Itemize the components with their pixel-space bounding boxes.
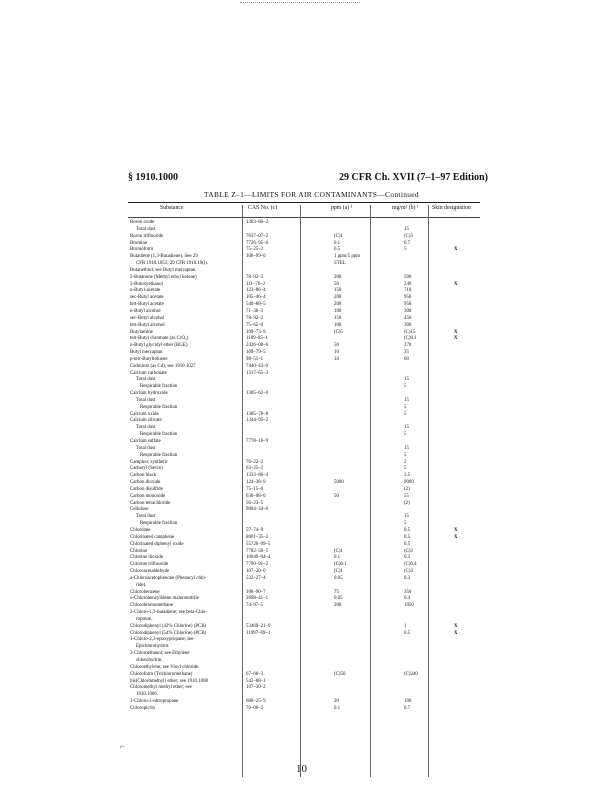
mg-cell: 710 — [404, 288, 412, 294]
skin-cell: X — [454, 247, 458, 253]
mg-cell: 300 — [404, 308, 412, 314]
mg-cell: 15 — [404, 377, 409, 383]
mg-cell: (2) — [404, 486, 410, 492]
ppm-cell: 200 — [334, 302, 342, 308]
mg-cell: 60 — [404, 356, 409, 362]
table-row — [128, 446, 488, 453]
mg-cell: 5 — [404, 411, 407, 417]
table-row — [128, 336, 488, 343]
substance-cell: Chloromethyl methyl ether; see — [130, 685, 192, 691]
table-row — [128, 507, 488, 514]
substance-cell: a-Chloroacetophenone (Phenacyl chlo- — [130, 575, 207, 581]
substance-cell: 1-Chloro-2,3-epoxypropane; see — [130, 637, 194, 643]
cas-cell: 111–76–2 — [246, 281, 266, 287]
mg-cell: 950 — [404, 295, 412, 301]
cas-cell: 1317–65–3 — [246, 370, 269, 376]
table-row — [128, 460, 488, 467]
ppm-cell: 200 — [334, 603, 342, 609]
table-row — [128, 494, 488, 501]
substance-cell: Chlordane — [130, 527, 151, 533]
cas-cell: 78–92–2 — [246, 315, 264, 321]
mg-cell: 15 — [404, 445, 409, 451]
table-row — [128, 227, 488, 234]
mg-cell: 5 — [404, 521, 407, 527]
cas-cell: 55720–99–5 — [246, 541, 271, 547]
cas-cell: 78–93–3 — [246, 274, 264, 280]
cas-cell: 107–30–2 — [246, 685, 266, 691]
mg-cell: (C)0.4 — [404, 562, 417, 568]
table-row — [128, 357, 488, 364]
table-row — [128, 371, 488, 378]
cas-cell: 630–08–0 — [246, 493, 266, 499]
substance-cell: Camphor, synthetic — [130, 459, 169, 465]
substance-cell: Chlorinated camphene — [130, 534, 175, 540]
table-row — [128, 603, 488, 610]
ppm-cell: 0.1 — [334, 705, 341, 711]
substance-cell: Boron trifluoride — [130, 233, 164, 239]
skin-cell: X — [454, 527, 458, 533]
table-row — [128, 569, 488, 576]
cas-cell: 76–06–2 — [246, 705, 264, 711]
substance-cell: Calcium sulfate — [130, 439, 161, 444]
cas-cell: 75–15–0 — [246, 486, 264, 492]
col-header-skin: Skin designation — [432, 205, 471, 211]
col-header-ppm: ppm (a) ¹ — [331, 205, 353, 211]
substance-cell: CFR 1910.1051; 29 CFR 1910.19(l). — [136, 261, 209, 267]
table-row — [128, 268, 488, 275]
cas-cell: 71–36–3 — [246, 308, 264, 314]
substance-cell: Chlorodiphenyl (42% Chlorine) (PCB) — [130, 623, 207, 629]
substance-cell: Chloroacetaldehyde — [130, 569, 170, 575]
substance-cell: Chlorine — [130, 548, 148, 554]
mg-cell: 5 — [404, 404, 407, 410]
substance-cell: Cadmium (as Cd); see 1910.1027 — [130, 363, 196, 369]
substance-cell: tert-Butyl acetate — [130, 302, 164, 308]
mg-cell: 0.5 — [404, 630, 411, 636]
cas-cell: 540–88–5 — [246, 302, 266, 308]
substance-cell: Chlorine dioxide — [130, 555, 164, 561]
substance-cell: Calcium carbonate — [130, 370, 167, 376]
skin-cell: X — [454, 329, 458, 335]
substance-cell: Chlorobenzene — [130, 589, 160, 595]
substance-cell: Respirable fraction — [140, 432, 178, 438]
ppm-cell: 10 — [334, 350, 339, 356]
cas-cell: 2698–41–1 — [246, 596, 269, 602]
substance-cell: Chlorinated diphenyl oxide — [130, 541, 184, 547]
table-row — [128, 692, 488, 699]
table-row — [128, 501, 488, 508]
ppm-cell: 100 — [334, 308, 342, 314]
substance-cell: Butylamine — [130, 329, 153, 335]
ppm-cell: 200 — [334, 295, 342, 301]
substance-cell: Bromoform — [130, 247, 154, 253]
cas-cell: 1189–85–1 — [246, 336, 268, 342]
table-row — [128, 275, 488, 282]
mg-cell: 300 — [404, 322, 412, 328]
substance-cell: Chloroethylene; see Vinyl chloride. — [130, 664, 200, 670]
substance-cell: 2-Chloroethanol; see Ethylene — [130, 651, 190, 657]
col-header-mg: mg/m³ (b) ¹ — [392, 205, 419, 211]
cas-cell: 8001–35–2 — [246, 534, 269, 540]
ppm-cell: (C)50 — [334, 671, 346, 677]
table-row — [128, 631, 488, 638]
table-row — [128, 241, 488, 248]
cas-cell: 105–46–4 — [246, 295, 266, 301]
table-row — [128, 617, 488, 624]
table-row — [128, 295, 488, 302]
ppm-cell: 150 — [334, 288, 342, 294]
table-top-rule — [128, 202, 480, 203]
table-row — [128, 316, 488, 323]
ppm-cell: (C)0.1 — [334, 562, 347, 568]
substance-cell: Butanethiol; see Butyl mercaptan. — [130, 267, 197, 273]
substance-cell: Boron oxide — [130, 220, 155, 225]
table-row — [128, 384, 488, 391]
substance-cell: roprene. — [136, 616, 153, 622]
substance-cell: 2-Chloro-1,3-butadiene; see beta-Chlo- — [130, 610, 208, 616]
cas-cell: 2426–08–6 — [246, 343, 269, 349]
mg-cell: 450 — [404, 315, 412, 321]
cas-cell: 124–38–9 — [246, 480, 266, 486]
table-row — [128, 398, 488, 405]
table-row — [128, 418, 488, 425]
substance-cell: bis(Chloromethyl) ether; see 1910.1008 — [130, 678, 208, 684]
cas-cell: 75–25–2 — [246, 247, 264, 253]
table-body — [128, 220, 488, 713]
table-row — [128, 220, 488, 227]
table-row — [128, 282, 488, 289]
table-row — [128, 658, 488, 665]
substance-cell: p-tert-Butyltoluene — [130, 356, 168, 362]
cas-cell: 57–74–9 — [246, 527, 264, 533]
mg-cell: 5 — [404, 432, 407, 438]
table-row — [128, 473, 488, 480]
substance-cell: Total dust — [136, 397, 156, 403]
mg-cell: 1 — [404, 623, 407, 629]
cas-cell: 56–23–5 — [246, 500, 264, 506]
ppm-cell: (C)1 — [334, 569, 343, 575]
table-row — [128, 330, 488, 337]
table-row — [128, 309, 488, 316]
substance-cell: chlorohydrin. — [136, 658, 163, 663]
mg-cell: 270 — [404, 343, 412, 349]
table-row — [128, 480, 488, 487]
substance-cell: 1-Chloro-1-nitropropane — [130, 699, 179, 705]
ppm-cell: 0.1 — [334, 240, 341, 246]
substance-cell: Chloropicrin — [130, 705, 155, 711]
cas-cell: 53469–21–9 — [246, 623, 271, 629]
table-row — [128, 685, 488, 692]
mg-cell: 350 — [404, 589, 412, 595]
substance-cell: Cellulose — [130, 507, 149, 513]
mg-cell: (C)3 — [404, 233, 413, 239]
cas-cell: 75–65–0 — [246, 322, 264, 328]
substance-cell: sec-Butyl acetate — [130, 295, 164, 301]
ppm-cell: 5000 — [334, 480, 344, 486]
ppm-cell: 50 — [334, 343, 339, 349]
mg-cell: 0.5 — [404, 534, 411, 540]
mg-cell: 5 — [404, 452, 407, 458]
cas-cell: 98–51–1 — [246, 356, 264, 362]
table-row — [128, 364, 488, 371]
table-row — [128, 699, 488, 706]
mg-cell: 5 — [404, 247, 407, 253]
table-row — [128, 323, 488, 330]
ppm-cell: 0.1 — [334, 555, 341, 561]
substance-cell: Respirable fraction — [140, 521, 178, 527]
mg-cell: 0.7 — [404, 705, 411, 711]
cas-cell: 107–20–0 — [246, 569, 266, 575]
skin-cell: X — [454, 281, 458, 287]
section-number: § 1910.1000 — [128, 172, 178, 183]
skin-cell: X — [454, 630, 458, 636]
cas-cell: 7726–95–6 — [246, 240, 269, 246]
cas-cell: 63–25–2 — [246, 466, 264, 472]
ppm-cell: (C)5 — [334, 329, 343, 335]
substance-cell: ride). — [136, 582, 147, 588]
table-row — [128, 665, 488, 672]
cas-cell: 7637–07–2 — [246, 233, 269, 239]
ppm-cell: 150 — [334, 315, 342, 321]
cas-cell: 1305–62–0 — [246, 391, 269, 397]
mg-cell: 15 — [404, 425, 409, 431]
substance-cell: Total dust — [136, 445, 156, 451]
substance-cell: Calcium silicate — [130, 418, 162, 424]
table-row — [128, 562, 488, 569]
substance-cell: Total dust — [136, 514, 156, 520]
margin-mark: ⌐ — [120, 741, 126, 751]
cas-cell: 106–99–0 — [246, 254, 266, 260]
substance-cell: Calcium oxide — [130, 411, 159, 417]
table-row — [128, 343, 488, 350]
cas-cell: 7440–43–9 — [246, 363, 269, 369]
substance-cell: 1910.1006. — [136, 692, 159, 698]
page-number: 10 — [296, 763, 307, 775]
skin-cell: X — [454, 623, 458, 629]
mg-cell: 3.5 — [404, 473, 411, 479]
table-row — [128, 596, 488, 603]
table-row — [128, 453, 488, 460]
substance-cell: Carbon dioxide — [130, 480, 161, 486]
mg-cell: (C)15 — [404, 329, 416, 335]
skin-cell: X — [454, 534, 458, 540]
table-row — [128, 542, 488, 549]
table-row — [128, 624, 488, 631]
cas-cell: 1303–86–2 — [246, 220, 269, 225]
cas-cell: 9004–34–6 — [246, 507, 269, 513]
table-row — [128, 555, 488, 562]
cas-cell: 108–90–7 — [246, 589, 266, 595]
cas-cell: 74–97–5 — [246, 603, 264, 609]
ppm-cell: 50 — [334, 493, 339, 499]
substance-cell: Calcium hydroxide — [130, 391, 168, 397]
cas-cell: 1305–78–8 — [246, 411, 269, 417]
ppm-cell: 1 ppm/5 ppm — [334, 254, 361, 260]
substance-cell: Butadiene (1,3-Butadiene); See 29 — [130, 254, 198, 260]
table-row — [128, 583, 488, 590]
substance-cell: Carbon tetrachloride — [130, 500, 171, 506]
skin-cell: X — [454, 336, 458, 342]
cas-cell: 76–22–2 — [246, 459, 264, 465]
substance-cell: Chloroform (Trichloromethane) — [130, 671, 193, 677]
ppm-cell: 10 — [334, 356, 339, 362]
ppm-cell: 75 — [334, 589, 339, 595]
cas-cell: 109–73–9 — [246, 329, 266, 335]
substance-cell: 2-Butoxyethanol — [130, 281, 163, 287]
table-row — [128, 234, 488, 241]
table-caption: TABLE Z–1—LIMITS FOR AIR CONTAMINANTS—Continued — [204, 190, 419, 199]
mg-cell: 35 — [404, 350, 409, 356]
substance-cell: Butyl mercaptan — [130, 350, 163, 356]
cas-cell: 7790–91–2 — [246, 562, 269, 568]
col-header-substance: Substance — [160, 205, 184, 211]
table-row — [128, 377, 488, 384]
ppm-cell: 0.05 — [334, 575, 343, 581]
substance-cell: Carbon monoxide — [130, 493, 166, 499]
table-row — [128, 405, 488, 412]
mg-cell: 9000 — [404, 480, 414, 486]
ppm-cell: 0.05 — [334, 596, 343, 602]
mg-cell: 0.7 — [404, 240, 411, 246]
mg-cell: 0.3 — [404, 555, 411, 561]
table-row — [128, 466, 488, 473]
substance-cell: Bromine — [130, 240, 148, 246]
table-row — [128, 391, 488, 398]
ppm-cell: (C)1 — [334, 548, 343, 554]
table-row — [128, 412, 488, 419]
cas-cell: 600–25–9 — [246, 699, 266, 705]
cfr-edition: 29 CFR Ch. XVII (7–1–97 Edition) — [339, 172, 488, 183]
cas-cell: 67–66–3 — [246, 671, 264, 677]
table-row — [128, 549, 488, 556]
table-row — [128, 610, 488, 617]
mg-cell: (C)3 — [404, 548, 413, 554]
ppm-cell: 100 — [334, 322, 342, 328]
mg-cell: 15 — [404, 514, 409, 520]
mg-cell: 0.5 — [404, 541, 411, 547]
ppm-cell: STEL — [334, 261, 346, 267]
ppm-cell: 0.5 — [334, 247, 341, 253]
table-row — [128, 576, 488, 583]
table-row — [128, 644, 488, 651]
cas-cell: 11097–69–1 — [246, 630, 271, 636]
substance-cell: Total dust — [136, 377, 156, 383]
substance-cell: sec-Butyl alcohol — [130, 315, 165, 321]
mg-cell: 0.4 — [404, 596, 411, 602]
cas-cell: 7782–50–5 — [246, 548, 269, 554]
mg-cell: 240 — [404, 281, 412, 287]
ppm-cell: 200 — [334, 274, 342, 280]
mg-cell: 1050 — [404, 603, 414, 609]
mg-cell: 590 — [404, 274, 412, 280]
table-row — [128, 261, 488, 268]
table-row — [128, 247, 488, 254]
mg-cell: (2) — [404, 500, 410, 506]
cas-cell: 123–86–4 — [246, 288, 266, 294]
mg-cell: 950 — [404, 302, 412, 308]
table-row — [128, 521, 488, 528]
table-row — [128, 637, 488, 644]
table-row — [128, 679, 488, 686]
table-row — [128, 288, 488, 295]
cas-cell: 532–27–4 — [246, 575, 266, 581]
mg-cell: 5 — [404, 384, 407, 390]
substance-cell: o-Chlorobenzylidene malononitrile — [130, 596, 199, 602]
substance-cell: Respirable fraction — [140, 384, 178, 390]
substance-cell: Respirable fraction — [140, 404, 178, 410]
substance-cell: Epichlorohydrin. — [136, 644, 170, 650]
table-row — [128, 487, 488, 494]
mg-cell: 0.5 — [404, 527, 411, 533]
table-row — [128, 514, 488, 521]
substance-cell: tert-Butyl alcohol — [130, 322, 165, 328]
substance-cell: n-Butyl alcohol — [130, 308, 161, 314]
table-row — [128, 590, 488, 597]
table-row — [128, 302, 488, 309]
mg-cell: 0.3 — [404, 575, 411, 581]
cas-cell: 10049–04–4 — [246, 555, 271, 561]
table-row — [128, 651, 488, 658]
substance-cell: n-Butyl glycidyl ether (BGE) — [130, 343, 188, 349]
substance-cell: Respirable fraction — [140, 452, 178, 458]
substance-cell: Chlorobromomethane — [130, 603, 173, 609]
substance-cell: Chlorine trifluoride — [130, 562, 169, 568]
substance-cell: n-Butyl-acetate — [130, 288, 161, 294]
table-row — [128, 350, 488, 357]
substance-cell: 2-Butanone (Methyl ethyl ketone) — [130, 274, 197, 280]
table-row — [128, 535, 488, 542]
substance-cell: Total dust — [136, 226, 156, 232]
ppm-cell: 20 — [334, 699, 339, 705]
col-header-cas: CAS No. (c) — [248, 205, 278, 211]
mg-cell: 2 — [404, 459, 407, 465]
cas-cell: 1333–86–4 — [246, 473, 269, 479]
mg-cell: 5 — [404, 466, 407, 472]
mg-cell: 15 — [404, 226, 409, 232]
cas-cell: 1344–95–2 — [246, 418, 269, 424]
mg-cell: 15 — [404, 397, 409, 403]
table-row — [128, 672, 488, 679]
ppm-cell: (C)1 — [334, 233, 343, 239]
table-row — [128, 528, 488, 535]
mg-cell: (C)0.1 — [404, 336, 417, 342]
mg-cell: 100 — [404, 699, 412, 705]
substance-cell: Chlorodiphenyl (54% Chlorine) (PCB) — [130, 630, 207, 636]
table-row — [128, 254, 488, 261]
substance-cell: Carbon black — [130, 473, 157, 479]
scan-artifact-line — [240, 2, 360, 3]
substance-cell: Total dust — [136, 425, 156, 431]
substance-cell: Carbaryl (Sevin) — [130, 466, 163, 472]
table-row — [128, 706, 488, 713]
cas-cell: 7778–18–9 — [246, 439, 269, 444]
table-row — [128, 425, 488, 432]
substance-cell: Carbon disulfide — [130, 486, 163, 492]
table-row — [128, 439, 488, 446]
cas-cell: 109–79–5 — [246, 350, 266, 356]
ppm-cell: 50 — [334, 281, 339, 287]
table-row — [128, 432, 488, 439]
cas-cell: 542–88–1 — [246, 678, 266, 684]
mg-cell: (C)240 — [404, 671, 418, 677]
substance-cell: tert-Butyl chromate (as CrO₃) — [130, 336, 189, 342]
mg-cell: (C)3 — [404, 569, 413, 575]
mg-cell: 55 — [404, 493, 409, 499]
